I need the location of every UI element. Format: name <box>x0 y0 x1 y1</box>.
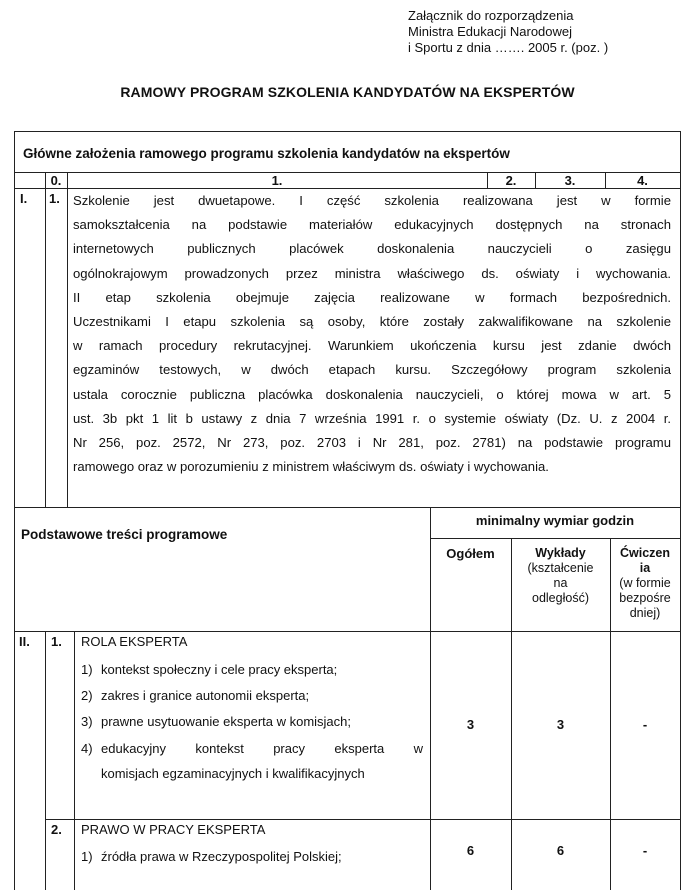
paragraph-line: ramowego oraz w porozumieniu z ministrem właściwym ds. oświaty i wychowania. <box>73 459 549 475</box>
paragraph-line: w ramach procedury rekrutacyjnej. Warunkiem ukończenia kursu jest zdanie dwóch <box>73 338 671 354</box>
program-table <box>14 131 681 890</box>
col-exercises-line: (w formie <box>619 576 671 590</box>
list-item <box>81 714 351 729</box>
col-lectures-line: odległość) <box>532 591 589 605</box>
col-lectures-line: (kształcenie <box>527 561 594 575</box>
block-number: 1. <box>51 634 62 649</box>
block-number: 2. <box>51 822 62 837</box>
col-header-2: 2. <box>505 173 517 188</box>
annex-line-1: Załącznik do rozporządzenia <box>408 8 574 23</box>
col-exercises-line: ia <box>639 561 651 575</box>
col-lectures-header <box>511 546 610 606</box>
item-number: 1) <box>81 662 93 677</box>
col-header-3: 3. <box>564 173 576 188</box>
divider <box>45 819 680 820</box>
annex-line-3: i Sportu z dnia ……. 2005 r. (poz. ) <box>408 40 609 55</box>
item-text: edukacyjny kontekst pracy eksperta w <box>101 741 423 756</box>
divider <box>45 631 46 890</box>
block-title: PRAWO W PRACY EKSPERTA <box>81 822 266 837</box>
block-title: ROLA EKSPERTA <box>81 634 188 649</box>
divider <box>535 172 536 189</box>
item-number: 3) <box>81 714 93 729</box>
item-number: 4) <box>81 741 93 756</box>
divider <box>45 172 46 507</box>
section1-paragraph <box>73 189 671 479</box>
list-item-continuation: komisjach egzaminacyjnych i kwalifikacyjnych <box>101 766 365 781</box>
list-item <box>81 688 309 703</box>
block-total-hours: 3 <box>466 717 475 732</box>
col-header-1: 1. <box>271 173 283 188</box>
col-exercises-line: dniej) <box>629 606 661 620</box>
roman-numeral-II: II. <box>19 634 30 649</box>
col-exercises-header <box>610 546 680 621</box>
col-header-0: 0. <box>50 173 62 188</box>
paragraph-line: Szkolenie jest dwuetapowe. I część szkolenia realizowana jest w formie <box>73 193 671 208</box>
paragraph-line: egzaminów testowych, w dwóch etapach kursu. Szczegółowy program szkolenia <box>73 362 671 378</box>
block-total-hours: 6 <box>466 843 475 858</box>
divider <box>430 538 680 539</box>
list-item <box>81 849 342 864</box>
col-exercises-line: bezpośre <box>619 591 671 605</box>
item-text: prawne usytuowanie eksperta w komisjach; <box>101 714 352 729</box>
paragraph-line: Uczestnikami I etapu szkolenia są osoby, które zostały zakwalifikowane na szkolenie <box>73 313 671 329</box>
divider <box>15 631 680 632</box>
block-exercise-hours: - <box>642 717 648 732</box>
list-item <box>81 662 337 677</box>
divider <box>430 507 431 890</box>
paragraph-line: ustala corocznie publiczna placówka doskonalenia nauczycieli, o której mowa w art. 5 <box>73 386 671 402</box>
divider <box>487 172 488 189</box>
block-exercise-hours: - <box>642 843 648 858</box>
col-total-header: Ogółem <box>446 546 495 561</box>
block-lecture-hours: 6 <box>556 843 565 858</box>
item-number: 2) <box>81 688 93 703</box>
divider <box>74 631 75 890</box>
paragraph-line: II etap szkolenia obejmuje zajęcia realizowane w formach bezpośrednich. <box>73 289 671 305</box>
divider <box>605 172 606 189</box>
col-exercises-line: Ćwiczen <box>619 546 670 560</box>
divider <box>15 507 680 508</box>
block-lecture-hours: 3 <box>556 717 565 732</box>
section2-heading: Podstawowe treści programowe <box>21 527 228 542</box>
paragraph-line: Nr 256, poz. 2572, Nr 273, poz. 2703 i Nr 281, poz. 2781) na podstawie programu <box>73 434 671 450</box>
paragraph-line: ust. 3b pkt 1 lit b ustawy z dnia 7 września 1991 r. o systemie oświaty (Dz. U. z 2004 r. <box>73 410 671 426</box>
col-lectures-line: Wykłady <box>535 546 586 560</box>
divider <box>67 172 68 507</box>
annex-line-2: Ministra Edukacji Narodowej <box>408 24 573 39</box>
col-header-4: 4. <box>637 173 648 188</box>
item-number: 1) <box>81 849 93 864</box>
section1-heading: Główne założenia ramowego programu szkolenia kandydatów na ekspertów <box>23 146 510 161</box>
paragraph-line: internetowych publicznych placówek doskonalenia nauczycieli o zasięgu <box>73 241 671 257</box>
annex-note <box>408 8 608 56</box>
paragraph-line: samokształcenia na podstawie materiałów edukacyjnych dostępnych na stronach <box>73 217 671 233</box>
col-lectures-line: na <box>553 576 568 590</box>
item-text: źródła prawa w Rzeczypospolitej Polskiej; <box>101 849 342 864</box>
item-text: kontekst społeczny i cele pracy eksperta; <box>101 662 338 677</box>
item-text: zakres i granice autonomii eksperta; <box>101 688 310 703</box>
document-title: RAMOWY PROGRAM SZKOLENIA KANDYDATÓW NA EKSPERTÓW <box>120 84 575 100</box>
hours-heading: minimalny wymiar godzin <box>475 513 635 528</box>
row-number: 1. <box>49 191 60 206</box>
paragraph-line: ogólnokrajowym prowadzonych przez ministra właściwego ds. oświaty i wychowania. <box>73 265 671 281</box>
list-item <box>81 741 426 756</box>
roman-numeral-I: I. <box>20 191 28 206</box>
